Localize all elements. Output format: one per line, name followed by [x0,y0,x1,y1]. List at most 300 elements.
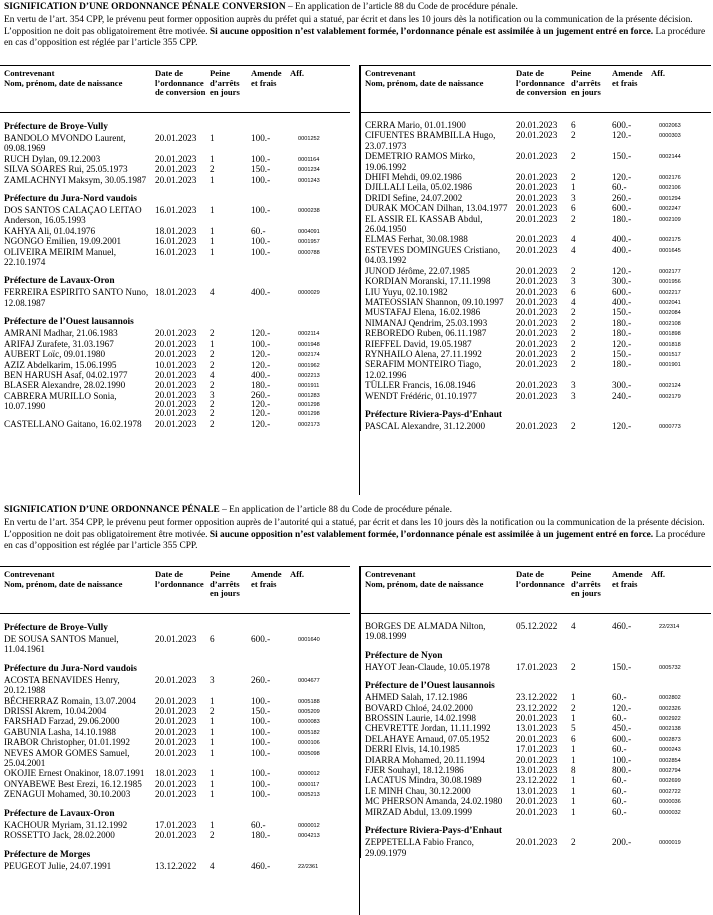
table-row [0,391,350,419]
table-row [0,133,350,154]
affaire-number: 0001640 [298,637,320,643]
amende-frais: 150.- [612,661,632,672]
amende-frais: 100.- [251,205,271,216]
ordonnance-date: 18.01.2023 [155,768,197,779]
table-header [361,567,711,614]
amende-frais: 60.- [612,796,627,807]
contrevenant-name: MATEOSSIAN Shannon, 09.10.1997 [365,296,504,307]
ordonnance-date: 20.01.2023 [155,418,197,429]
ordonnance-date: 20.01.2023 [516,348,558,359]
ordonnance-date: 20.01.2023 [155,778,197,789]
ordonnance-date: 17.01.2023 [516,744,558,755]
header-contrevenant [4,69,122,88]
table-row [0,175,350,185]
amende-frais: 120.- [251,349,271,360]
contrevenant-name: ONYABEWE Best Erezi, 16.12.1985 [4,778,142,789]
ordonnance-date: 13.01.2023 [516,723,558,734]
header-line: de conversion [516,87,567,97]
ordonnance-date: 20.01.2023 [516,203,558,214]
ordonnance-date: 20.01.2023 [516,276,558,287]
peine-jours: 2 [210,830,215,841]
table-row [361,266,711,276]
table-row [361,203,711,213]
header-line: l’ordonnance [155,77,204,88]
table-row [0,339,350,349]
affaire-number: 0002326 [659,705,681,712]
amende-frais: 60.- [612,775,627,786]
header-date [155,570,204,589]
amende-frais: 100.- [251,174,271,185]
section-intro: En vertu de l’art. 354 CPP, le prévenu peut former opposition auprès de l’autorité qui a statué, par écrit et dans les 10 jours dès la notification ou la communication de la présente décision. L’opposition ne doit pas obligatoirement être motivée. [4,518,705,540]
amende-frais: 800.- [612,765,632,776]
amende-frais: 150.- [251,164,271,175]
peine-jours: 1 [210,716,215,727]
header-line: et frais [251,77,277,88]
section-title-rest: – En application de l’article 88 du Code de procédure pénale. [219,505,452,515]
affaire-number: 0002109 [659,216,681,223]
header-aff: Aff. [651,569,666,579]
contrevenant-name: DHIFI Mehdi, 09.02.1986 [365,172,462,183]
ordonnance-date: 20.01.2023 [155,338,197,349]
header-line: Date de [155,68,183,78]
contrevenant-name: MC PHERSON Amanda, 24.02.1980 [365,796,503,807]
affaire-number: 0005182 [298,729,320,736]
table-row [0,370,350,380]
header-line: d’arrêts [210,77,240,88]
peine-jours: 2 [571,172,576,183]
affaire-number: 0005213 [298,792,320,799]
contrevenant-name: NGONGO Emilien, 19.09.2001 [4,236,122,247]
peine-jours: 4 [571,296,576,307]
contrevenant-name: BANDOLO MVONDO Laurent, 09.08.1969 [4,133,126,154]
peine-jours: 2 [571,151,576,162]
table-row [0,236,350,246]
table-row [0,287,350,308]
amende-frais: 120.- [612,172,632,183]
peine-jours: 1 [571,744,576,755]
affaire-number-line: 0001298 [298,410,320,417]
header-line: en jours [571,588,601,598]
table-row [0,727,350,737]
peine-jours: 4 [210,369,215,380]
prefecture-heading: Préfecture du Jura-Nord vaudois [4,663,137,674]
amende-frais: 180.- [612,317,632,328]
peine-jours: 2 [210,328,215,339]
section-intro-bold: Si aucune opposition n’est valablement formée, l’ordonnance pénale est assimilée à un jugement entré en force. [209,529,654,540]
peine-jours: 2 [571,348,576,359]
peine-jours: 6 [571,120,576,130]
affaire-number: 0001901 [659,362,681,369]
amende-frais: 150.- [612,151,632,162]
contrevenant-name: BEN HARUSH Asaf, 04.02.1977 [4,369,128,380]
contrevenant-name: ROSSETTO Jack, 28.02.2000 [4,830,115,841]
prefecture-heading: Préfecture Riviera-Pays-d’Enhaut [365,409,503,420]
ordonnance-date: 20.01.2023 [516,380,558,391]
table-row [361,214,711,235]
peine-jours: 2 [571,359,576,370]
header-line: Contrevenant [365,569,416,579]
peine-jours: 2 [571,338,576,349]
amende-frais: 260.- [612,192,632,203]
ordonnance-date: 20.01.2023 [155,349,197,360]
amende-frais: 300.- [612,276,632,287]
prefecture-heading: Préfecture de l’Ouest lausannois [365,681,495,692]
affaire-number: 0001252 [298,136,320,142]
ordonnance-date: 20.01.2023 [155,328,197,339]
affaire-number: 0000117 [298,781,320,788]
ordonnance-date: 20.01.2023 [516,244,558,255]
section-title: SIGNIFICATION D’UNE ORDONNANCE PÉNALE CONVERSION [4,2,286,12]
amende-frais: 100.- [251,236,271,247]
contrevenant-name: CHEVRETTE Jordan, 11.11.1992 [365,723,491,734]
amende-frais: 60.- [612,806,627,817]
peine-jours: 1 [210,819,215,830]
affaire-number: 0000012 [298,771,320,778]
table-row [361,339,711,349]
peine-jours: 4 [571,234,576,245]
peine-jours: 6 [571,203,576,214]
table-row [0,634,350,655]
amende-frais: 180.- [612,359,632,370]
table-row [361,287,711,297]
ordonnance-date: 20.01.2023 [516,806,558,817]
ordonnance-date: 20.01.2023 [155,706,197,717]
peine-jours: 6 [571,286,576,297]
amende-frais: 100.- [251,789,271,800]
ordonnance-date: 20.01.2023 [155,369,197,380]
prefecture-heading: Préfecture de Lavaux-Oron [4,808,115,819]
amende-frais: 120.- [612,420,632,431]
peine-jours: 1 [210,205,215,216]
contrevenant-name: JUNOD Jérôme, 22.07.1985 [365,265,470,276]
contrevenant-name: DELAHAYE Arnaud, 07.05.1952 [365,733,490,744]
table-row [0,820,350,830]
affaire-number: 0002722 [659,788,681,795]
section-2-right-table [360,566,711,858]
amende-frais: 100.- [251,338,271,349]
contrevenant-name: NIMANAJ Qendrim, 25.03.1993 [365,317,488,328]
amende-frais: 180.- [251,830,271,841]
header-line: Peine [571,569,592,579]
ordonnance-date: 16.01.2023 [155,246,197,257]
peine-jours: 1 [210,174,215,185]
contrevenant-name: BLASER Alexandre, 28.02.1990 [4,380,126,391]
contrevenant-name: SERAFIM MONTEIRO Tiago, 12.02.1996 [365,359,482,380]
contrevenant-name: CERRA Mario, 01.01.1900 [365,120,466,130]
amende-frais: 150.- [612,348,632,359]
amende-frais: 120.- [612,130,632,141]
peine-jours: 3 [210,674,215,685]
table-row [0,247,350,268]
header-line: Amende [612,68,643,78]
ordonnance-date: 20.01.2023 [155,716,197,727]
ordonnance-date: 20.01.2023 [516,837,558,848]
amende-frais: 180.- [612,213,632,224]
contrevenant-name: FJER Souhayl, 18.12.1986 [365,765,464,776]
prefecture-heading: Préfecture de Morges [4,849,91,860]
peine-jours: 2 [571,130,576,141]
peine-jours: 4 [210,860,215,871]
table-row [0,696,350,706]
header-date [155,69,205,98]
header-line: de conversion [155,87,206,97]
ordonnance-date: 20.01.2023 [516,733,558,744]
prefecture-heading: Préfecture de Broye-Vully [4,122,108,132]
table-row [0,861,350,871]
peine-jours: 1 [210,338,215,349]
contrevenant-name: CABRERA MURILLO Sonia, 10.07.1990 [4,390,117,412]
affaire-number: 0002247 [659,206,681,213]
ordonnance-date: 05.12.2022 [516,621,558,631]
table-row [361,703,711,713]
amende-frais: 100.- [251,133,271,143]
amende-frais: 240.- [612,390,632,401]
table-row [361,359,711,380]
table-row [361,744,711,754]
affaire-number: 0002873 [659,736,681,743]
ordonnance-date: 20.01.2023 [155,164,197,175]
header-line: et frais [251,578,277,589]
peine-jours: 3 [571,380,576,391]
table-row [0,706,350,716]
ordonnance-date: 20.01.2023 [516,390,558,401]
header-contrevenant [4,570,122,589]
peine-jours: 1 [210,778,215,789]
affaire-number: 0002063 [659,123,681,129]
contrevenant-name: REBOREDO Ruben, 06.11.1987 [365,328,487,339]
spacer [361,614,711,621]
header-line: l’ordonnance [155,578,204,589]
affaire-number: 0000019 [659,840,681,847]
peine-jours: 2 [210,359,215,370]
peine-jours: 2 [210,349,215,360]
header-line: Nom, prénom, date de naissance [4,578,123,589]
affaire-number: 0004677 [298,677,320,684]
header-amende [251,570,282,589]
contrevenant-name: FERREIRA ESPIRITO SANTO Nuno, 12.08.1987 [4,287,149,308]
table-row [0,789,350,799]
prefecture-heading: Préfecture de Broye-Vully [4,623,108,633]
amende-frais: 450.- [612,723,632,734]
affaire-number: 0000238 [298,208,320,215]
ordonnance-date-line: 20.01.2023 [155,398,197,409]
table-row [361,713,711,723]
amende-frais-line: 120.- [251,398,271,409]
amende-frais: 120.- [612,702,632,713]
table-row [361,796,711,806]
ordonnance-date: 13.01.2023 [516,765,558,776]
peine-jours-line: 2 [210,407,215,418]
header-line: l’ordonnance [516,578,565,589]
contrevenant-name: AUBERT Loïc, 09.01.1980 [4,349,106,360]
amende-frais: 600.- [612,203,632,214]
peine-jours: 2 [571,307,576,318]
affaire-number: 0005098 [298,750,320,757]
peine-jours: 1 [210,737,215,748]
peine-jours: 4 [571,244,576,255]
section-intro-bold: Si aucune opposition n’est valablement formée, l’ordonnance pénale est assimilée à un jugement entré en force. [209,26,654,37]
amende-frais: 180.- [251,380,271,391]
ordonnance-date: 20.01.2023 [516,192,558,203]
affaire-number: 0002177 [659,268,681,275]
header-line: Contrevenant [4,68,55,78]
header-line: Peine [210,68,231,78]
contrevenant-name: MUSTAFAJ Elena, 16.02.1986 [365,307,481,318]
header-line: en jours [571,87,601,97]
contrevenant-name: DEMETRIO RAMOS Mirko, 19.06.1992 [365,151,475,172]
peine-jours: 4 [571,621,576,631]
header-peine [571,69,601,98]
contrevenant-name: GABUNIA Lasha, 14.10.1988 [4,726,117,737]
amende-frais: 120.- [612,265,632,276]
affaire-number: 0002213 [298,372,320,379]
table-row [0,830,350,840]
table-header [0,567,350,614]
section-1-left-table [0,65,350,429]
peine-jours: 1 [571,182,576,193]
peine-jours: 3 [571,276,576,287]
peine-jours: 4 [210,287,215,298]
header-line: Nom, prénom, date de naissance [365,77,484,88]
contrevenant-name: DRIDI Sefine, 24.07.2002 [365,192,463,203]
contrevenant-name: PEUGEOT Julie, 24.07.1991 [4,860,112,871]
contrevenant-name: AHMED Salah, 17.12.1986 [365,692,468,703]
contrevenant-name: DIARRA Mohamed, 20.11.1994 [365,754,485,765]
header-line: en jours [210,87,240,97]
affaire-number: 0002124 [659,383,681,390]
affaire-number: 0000243 [659,747,681,754]
section-title: SIGNIFICATION D’UNE ORDONNANCE PÉNALE [4,505,220,515]
table-row [361,662,711,672]
peine-jours: 1 [210,133,215,143]
peine-jours: 1 [571,692,576,703]
ordonnance-date: 20.01.2023 [155,695,197,706]
section-intro-end: La procédure en cas d’opposition est réglée par l’article 355 CPP. [4,529,706,551]
contrevenant-name: NEVES AMOR GOMES Samuel, 25.04.2001 [4,747,130,769]
contrevenant-name: DURAK MOCAN Dilhan, 13.04.1977 [365,203,508,214]
affaire-number: 0004213 [298,833,320,840]
table-row [0,205,350,226]
contrevenant-name: AMRANI Madhar, 21.06.1983 [4,328,118,339]
amende-frais: 100.- [251,695,271,706]
header-line: l’ordonnance [516,77,565,88]
peine-jours: 1 [571,785,576,796]
peine-jours: 2 [210,380,215,391]
peine-jours: 2 [571,265,576,276]
header-line: Date de [516,68,544,78]
table-row [361,837,711,858]
table-row [0,737,350,747]
amende-frais-line: 120.- [251,407,271,418]
affaire-number: 0002854 [659,757,681,764]
amende-frais: 60.- [612,713,627,724]
contrevenant-name: KAHYA Ali, 01.04.1976 [4,225,96,236]
spacer [361,113,711,120]
ordonnance-date: 20.01.2023 [155,674,197,685]
ordonnance-date: 20.01.2023 [155,380,197,391]
prefecture-heading: Préfecture du Jura-Nord vaudois [4,194,137,205]
peine-jours: 8 [571,765,576,776]
peine-jours: 5 [571,723,576,734]
header-line: Peine [571,68,592,78]
ordonnance-date-line: 20.01.2023 [155,389,197,400]
header-amende [251,69,282,88]
header-aff: Aff. [651,68,666,78]
amende-frais: 60.- [612,785,627,796]
contrevenant-name: ZAMLACHNYI Maksym, 30.05.1987 [4,174,147,185]
peine-jours [210,391,215,418]
affaire-number: 0002217 [659,289,681,296]
section-intro-end: La procédure en cas d’opposition est réglée par l’article 355 CPP. [4,26,706,48]
ordonnance-date: 20.01.2023 [516,307,558,318]
amende-frais: 150.- [612,307,632,318]
peine-jours-line: 2 [210,398,215,409]
affaire-number: 0000303 [659,133,681,140]
affaire-number: 0002108 [659,320,681,327]
affaire-number: 0002802 [659,695,681,702]
ordonnance-date: 20.01.2023 [516,172,558,183]
amende-frais: 60.- [251,819,266,830]
affaire-number: 0000083 [298,719,320,726]
ordonnance-date: 20.01.2023 [516,754,558,765]
contrevenant-name: BOVARD Chloé, 24.02.2000 [365,702,473,713]
ordonnance-date: 20.01.2023 [516,713,558,724]
table-row [361,380,711,390]
table-row [361,193,711,203]
section-2-header [4,505,708,552]
contrevenant-name: ESTEVES DOMINGUES Cristiano, 04.03.1992 [365,244,501,266]
ordonnance-date: 20.01.2023 [516,420,558,431]
peine-jours: 2 [210,164,215,175]
affaire-number: 22/2314 [659,624,680,630]
ordonnance-date-line: 20.01.2023 [155,407,197,418]
amende-frais: 60.- [251,225,266,236]
header-peine [210,570,240,599]
peine-jours: 2 [571,837,576,848]
ordonnance-date: 20.01.2023 [516,328,558,339]
table-row [361,807,711,817]
header-line: Date de [516,569,544,579]
affaire-number: 0002138 [659,726,681,733]
header-line: Contrevenant [365,68,416,78]
affaire-number-line: 0001283 [298,392,320,399]
header-contrevenant [365,570,483,589]
ordonnance-date: 20.01.2023 [516,130,558,141]
peine-jours: 1 [210,747,215,758]
amende-frais: 400.- [612,244,632,255]
affaire-number: 0002144 [659,154,681,161]
affaire-number: 0001962 [298,362,320,369]
affaire-number: 0002084 [659,310,681,317]
peine-jours: 2 [210,418,215,429]
affaire-number: 0005732 [659,664,681,671]
header-contrevenant [365,69,483,88]
affaire-number: 0004091 [298,228,320,235]
table-row [0,419,350,429]
ordonnance-date: 20.01.2023 [516,296,558,307]
affaire-number: 0000012 [298,822,320,829]
contrevenant-name: MIRZAD Abdul, 13.09.1999 [365,806,472,817]
table-row [361,120,711,130]
affaire-number: 22/2361 [298,863,319,870]
amende-frais: 260.- [251,674,271,685]
ordonnance-date: 16.01.2023 [155,205,197,216]
table-row [361,151,711,172]
ordonnance-date: 20.01.2023 [516,182,558,193]
prefecture-heading: Préfecture de l’Ouest lausannois [4,317,134,328]
amende-frais-line: 260.- [251,389,271,400]
ordonnance-date: 20.01.2023 [516,120,558,130]
